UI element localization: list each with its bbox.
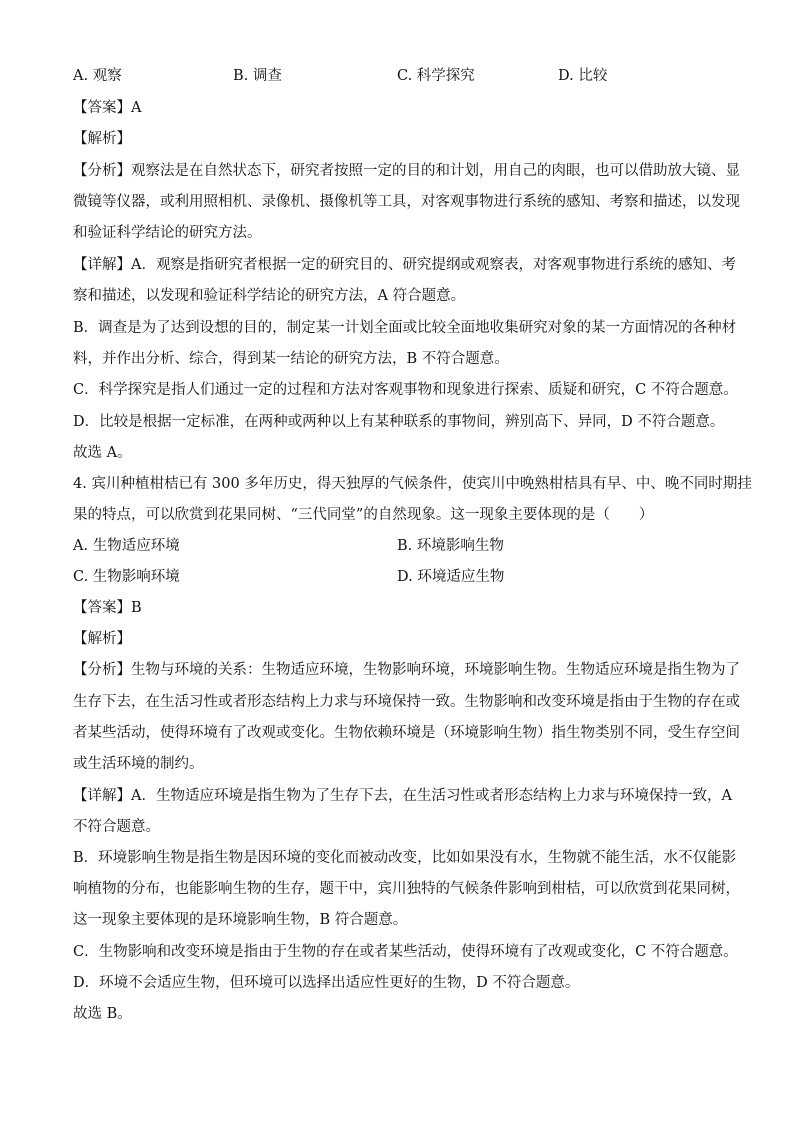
q3-analysis-label: 【解析】	[73, 131, 131, 147]
q4-option-c: C. 生物影响环境	[73, 569, 180, 585]
q3-fenxi-line: 【分析】观察法是在自然状态下，研究者按照一定的目的和计划，用自己的肉眼，也可以借助放大镜、显	[73, 163, 740, 179]
q3-option-c: C. 科学探究	[397, 68, 475, 84]
q3-answer: 【答案】A	[73, 100, 142, 116]
q3-xiangjie-line: B．调查是为了达到设想的目的，制定某一计划全面或比较全面地收集研究对象的某一方面情况的各种材	[73, 320, 737, 336]
q3-option-a: A. 观察	[73, 68, 122, 84]
q3-conclusion: 故选 A。	[73, 445, 132, 461]
q3-fenxi-line: 和验证科学结论的研究方法。	[73, 225, 262, 241]
q4-fenxi-line: 【分析】生物与环境的关系：生物适应环境，生物影响环境，环境影响生物。生物适应环境是指生物为了	[73, 662, 740, 678]
q4-xiangjie-line: B．环境影响生物是指生物是因环境的变化而被动改变，比如如果没有水，生物就不能生活，水不仅能影	[73, 850, 737, 866]
q3-option-b: B. 调查	[233, 68, 282, 84]
q4-xiangjie-line: 【详解】A．生物适应环境是指生物为了生存下去，在生活习性或者形态结构上力求与环境保持一致，A	[73, 788, 732, 804]
q4-xiangjie-line: C．生物影响和改变环境是指由于生物的存在或者某些活动，使得环境有了改观或变化，C 不符合题意。	[73, 944, 738, 960]
q4-fenxi-line: 或生活环境的制约。	[73, 756, 204, 772]
q4-answer: 【答案】B	[73, 600, 142, 616]
q3-fenxi-line: 微镜等仪器，或利用照相机、录像机、摄像机等工具，对客观事物进行系统的感知、考察和描述，以发现	[73, 194, 740, 210]
q3-xiangjie-line: 料，并作出分析、综合，得到某一结论的研究方法，B 不符合题意。	[73, 351, 509, 367]
q3-option-d: D. 比较	[558, 68, 608, 84]
q4-fenxi-line: 生存下去，在生活习性或者形态结构上力求与环境保持一致。生物影响和改变环境是指由于生物的存在或	[73, 694, 740, 710]
q4-fenxi-line: 者某些活动，使得环境有了改观或变化。生物依赖环境是（环境影响生物）指生物类别不同，受生存空间	[73, 725, 740, 741]
q3-xiangjie-line: C．科学探究是指人们通过一定的过程和方法对客观事物和现象进行探索、质疑和研究，C 不符合题意。	[73, 382, 738, 398]
q4-option-d: D. 环境适应生物	[397, 569, 505, 585]
q4-xiangjie-line: D．环境不会适应生物，但环境可以选择出适应性更好的生物，D 不符合题意。	[73, 975, 580, 991]
q4-stem-line: 果的特点，可以欣赏到花果同树、“三代同堂”的自然现象。这一现象主要体现的是（ ）	[73, 507, 654, 523]
q4-xiangjie-line: 这一现象主要体现的是环境影响生物，B 符合题意。	[73, 912, 408, 928]
q3-xiangjie-line: 察和描述，以发现和验证科学结论的研究方法，A 符合题意。	[73, 288, 466, 304]
q4-option-b: B. 环境影响生物	[397, 538, 504, 554]
q3-xiangjie-line: 【详解】A．观察是指研究者根据一定的研究目的、研究提纲或观察表，对客观事物进行系统的感知、考	[73, 257, 736, 273]
q4-conclusion: 故选 B。	[73, 1006, 132, 1022]
q3-xiangjie-line: D．比较是根据一定标准，在两种或两种以上有某种联系的事物间，辨别高下、异同，D 不符合题意。	[73, 414, 725, 430]
q4-xiangjie-line: 不符合题意。	[73, 819, 160, 835]
q4-analysis-label: 【解析】	[73, 631, 131, 647]
q4-stem-line: 4. 宾川种植柑桔已有 300 多年历史，得天独厚的气候条件，使宾川中晚熟柑桔具有早、中、晚不同时期挂	[73, 476, 752, 492]
q4-option-a: A. 生物适应环境	[73, 538, 180, 554]
q4-xiangjie-line: 响植物的分布，也能影响生物的生存，题干中，宾川独特的气候条件影响到柑桔，可以欣赏到花果同树，	[73, 881, 740, 897]
